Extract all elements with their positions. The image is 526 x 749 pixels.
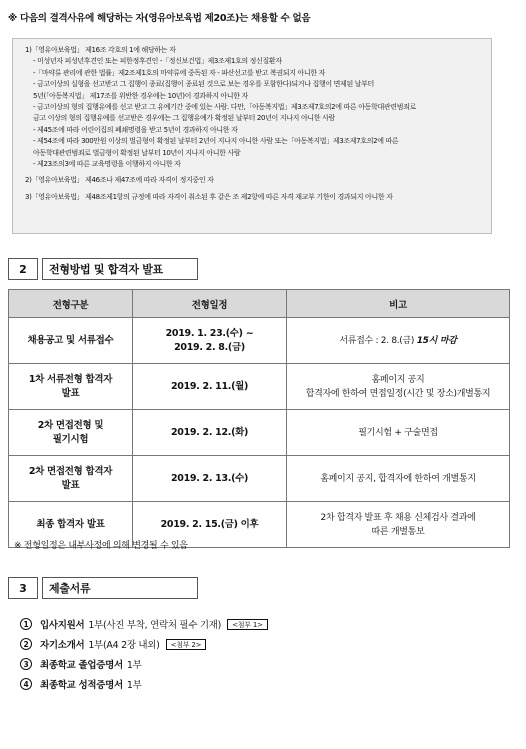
stage-cell: 2차 면접전형 합격자 발표 bbox=[9, 456, 133, 502]
document-item bbox=[20, 674, 268, 694]
document-detail: 1부(사진 부착, 연락처 필수 기재) bbox=[88, 620, 222, 631]
document-detail: 1부 bbox=[126, 660, 142, 671]
disqualification-line: 아동학대관련범죄로 벌금형이 확정된 날부터 10년이 지나지 아니한 사람 bbox=[33, 148, 241, 157]
disqualification-notice: ※ 다음의 결격사유에 해당하는 자(영유아보육법 제20조)는 채용할 수 없음 bbox=[8, 13, 311, 24]
document-name: 입사지원서 bbox=[40, 620, 85, 631]
item-number: 2 bbox=[20, 638, 32, 650]
schedule-table bbox=[8, 289, 510, 548]
note-text: 필기시험 + 구술면접 bbox=[358, 427, 438, 438]
document-name: 최종학교 졸업증명서 bbox=[40, 660, 123, 671]
disqualification-line: -「마약류 관리에 관한 법률」제2조제1호의 마약류에 중독된 자 - 파산선고를 받고 복권되지 아니한 자 bbox=[33, 68, 326, 77]
disqualification-line: - 제45조에 따라 어린이집의 폐쇄명령을 받고 5년이 경과하지 아니한 자 bbox=[33, 125, 238, 134]
document-item bbox=[20, 614, 268, 634]
disqualification-line: - 금고이상의 형의 집행유예를 선고 받고 그 유예기간 중에 있는 사람. 다만,「아동복지법」제3조제7호의2에 따른 아동학대관련범죄로 bbox=[33, 103, 416, 112]
section-header-selection bbox=[8, 258, 198, 280]
note-cell bbox=[287, 364, 510, 410]
date-cell: 2019. 2. 13.(수) bbox=[133, 456, 287, 502]
disqualification-box bbox=[12, 38, 492, 234]
table-row bbox=[9, 364, 510, 410]
document-detail: 1부 bbox=[126, 680, 142, 691]
note-emphasis: 15시 마감 bbox=[416, 335, 457, 346]
stage-cell: 2차 면접전형 및 필기시험 bbox=[9, 410, 133, 456]
item-number: 1 bbox=[20, 618, 32, 630]
column-header-stage: 전형구분 bbox=[9, 290, 133, 318]
disqualification-line: - 제23조의3에 따른 교육명령을 이행하지 아니한 자 bbox=[33, 160, 181, 169]
date-cell: 2019. 2. 15.(금) 이후 bbox=[133, 502, 287, 548]
date-cell: 2019. 2. 11.(월) bbox=[133, 364, 287, 410]
stage-cell: 1차 서류전형 합격자 발표 bbox=[9, 364, 133, 410]
table-header-row bbox=[9, 290, 510, 318]
disqualification-line: - 미성년자 피성년후견인 또는 피한정후견인 -「정신보건법」제3조제1호의 정신질환자 bbox=[33, 57, 282, 66]
section-number: 3 bbox=[8, 577, 38, 599]
note-text: 홈페이지 공지 합격자에 한하여 면접일정(시간 및 장소)개별통지 bbox=[305, 374, 491, 399]
item-number: 4 bbox=[20, 678, 32, 690]
disqualification-line: - 금고이상의 실형을 선고받고 그 집행이 종료(집행이 종료된 것으로 보는 경우를 포함한다)되거나 집행이 면제된 날부터 bbox=[33, 80, 374, 89]
stage-cell: 최종 합격자 발표 bbox=[9, 502, 133, 548]
documents-list bbox=[20, 614, 268, 694]
disqualification-line: 3)「영유아보육법」 제48조제1항의 규정에 따라 자격이 취소된 후 같은 조 제2항에 따른 자격 재교부 기한이 경과되지 아니한 자 bbox=[25, 192, 393, 201]
note-cell bbox=[287, 502, 510, 548]
date-cell: 2019. 1. 23.(수) ~ 2019. 2. 8.(금) bbox=[133, 318, 287, 364]
table-row bbox=[9, 410, 510, 456]
schedule-change-note: ※ 전형일정은 내부사정에 의해 변경될 수 있음 bbox=[14, 541, 188, 551]
note-cell bbox=[287, 410, 510, 456]
section-title: 제출서류 bbox=[42, 577, 198, 599]
note-cell bbox=[287, 318, 510, 364]
item-number: 3 bbox=[20, 658, 32, 670]
note-text: 서류접수 : 2. 8.(금) bbox=[339, 335, 417, 346]
table-row bbox=[9, 456, 510, 502]
document-name: 최종학교 성적증명서 bbox=[40, 680, 123, 691]
disqualification-line: 2)「영유아보육법」 제46조나 제47조에 따라 자격이 정지중인 자 bbox=[25, 176, 214, 185]
stage-cell: 채용공고 및 서류접수 bbox=[9, 318, 133, 364]
section-title: 전형방법 및 합격자 발표 bbox=[42, 258, 198, 280]
note-text: 홈페이지 공지, 합격자에 한하여 개별통지 bbox=[320, 473, 476, 484]
section-number: 2 bbox=[8, 258, 38, 280]
document-item bbox=[20, 634, 268, 654]
note-text: 2차 합격자 발표 후 채용 신체검사 결과에 따른 개별통보 bbox=[320, 512, 476, 537]
document-item bbox=[20, 654, 268, 674]
disqualification-line: 금고 이상의 형의 집행유예를 선고받은 경우에는 그 집행유예가 확정된 날부터 20년이 지나지 아니한 사람 bbox=[33, 114, 335, 123]
column-header-note: 비고 bbox=[287, 290, 510, 318]
disqualification-line: - 제54조에 따라 300만원 이상의 벌금형이 확정된 날부터 2년이 지나지 아니한 사람 또는「아동복지법」제3조제7호의2에 따른 bbox=[33, 137, 399, 146]
document-name: 자기소개서 bbox=[40, 640, 85, 651]
attachment-tag: <첨부 1> bbox=[227, 619, 268, 630]
section-header-documents bbox=[8, 577, 198, 599]
date-cell: 2019. 2. 12.(화) bbox=[133, 410, 287, 456]
disqualification-line: 5년(「아동복지법」 제17조를 위반한 경우에는 10년)이 경과하지 아니한 자 bbox=[33, 91, 248, 100]
note-cell bbox=[287, 456, 510, 502]
column-header-date: 전형일정 bbox=[133, 290, 287, 318]
disqualification-line: 1)「영유아보육법」 제16조 각호의 1에 해당하는 자 bbox=[25, 46, 176, 54]
table-row bbox=[9, 318, 510, 364]
attachment-tag: <첨부 2> bbox=[166, 639, 207, 650]
document-detail: 1부(A4 2장 내외) bbox=[88, 640, 160, 651]
